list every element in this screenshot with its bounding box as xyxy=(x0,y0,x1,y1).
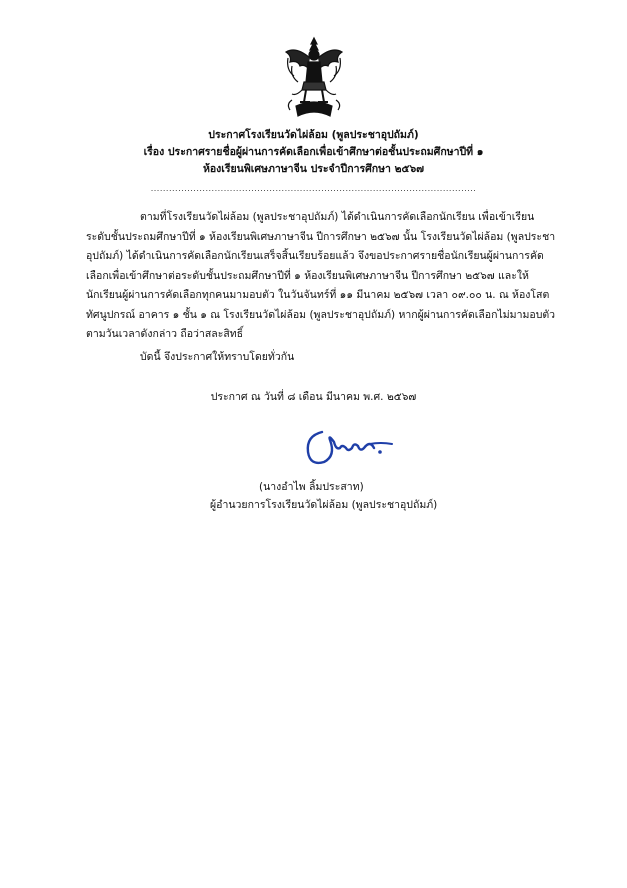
announcement-title: ประกาศโรงเรียนวัดไผ่ล้อม (พูลประชาอุปถัมภ์) xyxy=(208,129,419,141)
handwritten-signature-icon xyxy=(300,418,400,470)
signer-position: ผู้อำนวยการโรงเรียนวัดไผ่ล้อม (พูลประชาอุปถัมภ์) xyxy=(210,499,438,511)
garuda-emblem-icon xyxy=(282,36,346,118)
announcement-subject-detail: ห้องเรียนพิเศษภาษาจีน ประจำปีการศึกษา ๒๕๖๗ xyxy=(202,163,425,175)
closing-statement: บัดนี้ จึงประกาศให้ทราบโดยทั่วกัน xyxy=(140,351,295,363)
announcement-date: ประกาศ ณ วันที่ ๘ เดือน มีนาคม พ.ศ. ๒๕๖๗ xyxy=(210,391,417,403)
dotted-separator: ........................................................................................................... xyxy=(150,184,477,193)
body-paragraph: ตามที่โรงเรียนวัดไผ่ล้อม (พูลประชาอุปถัมภ์) ได้ดำเนินการคัดเลือกนักเรียน เพื่อเข้าเรียนระดับชั้นประถมศึกษาปีที่ ๑ ห้องเรียนพิเศษภาษาจีน ปีการศึกษา ๒๕๖๗ นั้น โรงเรียนวัดไผ่ล้อม (พูลประชาอุปถัมภ์) ได้ดำเนินการคัดเลือกนักเรียนเสร็จสิ้นเรียบร้อยแล้ว จึงขอประกาศรายชื่อนักเรียนผู้ผ่านการคัดเลือกเพื่อเข้าศึกษาต่อระดับชั้นประถมศึกษาปีที่ ๑ ห้องเรียนพิเศษภาษาจีน ปีการศึกษา ๒๕๖๗ และให้นักเรียนผู้ผ่านการคัดเลือกทุกคนมามอบตัว ในวันจันทร์ที่ ๑๑ มีนาคม ๒๕๖๗ เวลา ๐๙.๐๐ น. ณ ห้องโสตทัศนูปกรณ์ อาคาร ๑ ชั้น ๑ ณ โรงเรียนวัดไผ่ล้อม (พูลประชาอุปถัมภ์) หากผู้ผ่านการคัดเลือกไม่มามอบตัว ตามวันเวลาดังกล่าว ถือว่าสละสิทธิ์ xyxy=(86,211,556,340)
signer-name: (นางอำไพ ลิ้มประสาท) xyxy=(259,481,364,493)
announcement-subject: เรื่อง ประกาศรายชื่อผู้ผ่านการคัดเลือกเพื่อเข้าศึกษาต่อชั้นประถมศึกษาปีที่ ๑ xyxy=(143,146,484,158)
